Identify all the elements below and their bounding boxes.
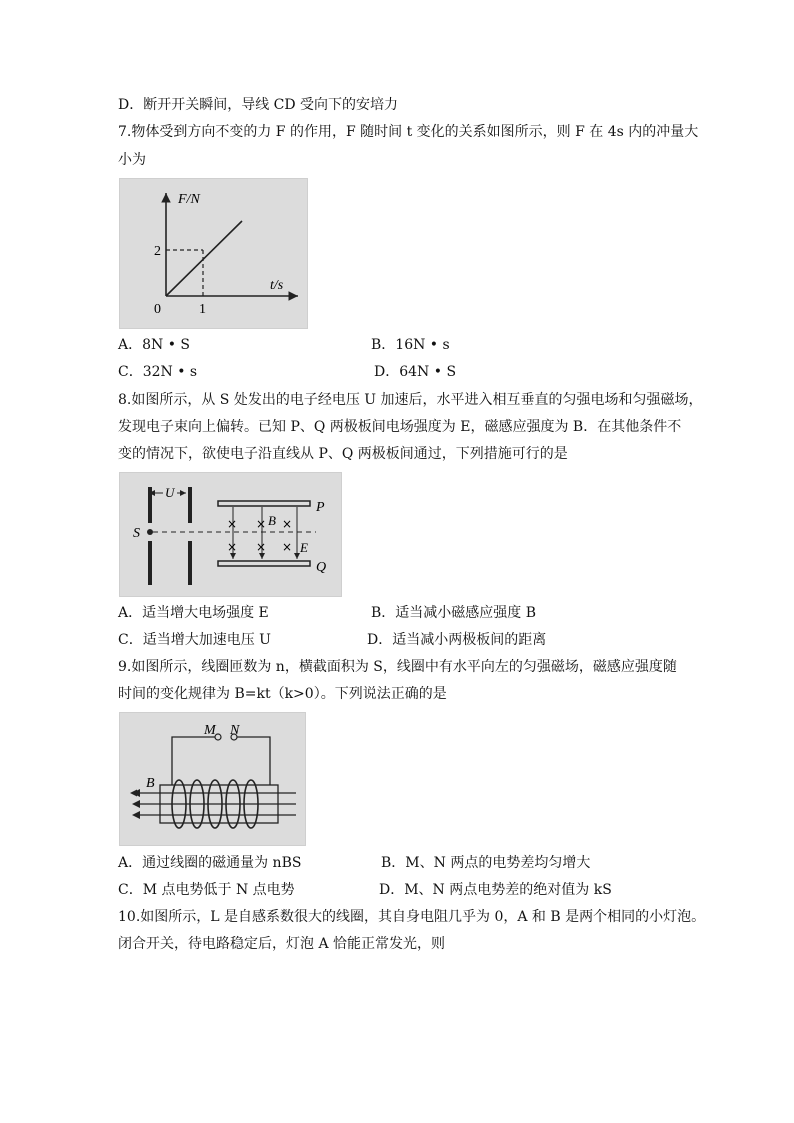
q8-right-plate-top: [188, 487, 192, 523]
q7-option-c: C．32N • s: [118, 364, 198, 380]
q6-option-d: D．断开开关瞬间，导线 CD 受向下的安培力: [118, 97, 399, 113]
q8-left-plate-top: [148, 487, 152, 523]
q7-y-tick-label: 2: [154, 244, 161, 259]
q8-e-label: E: [300, 540, 308, 555]
q7-y-axis-label: F/N: [178, 192, 200, 207]
q9-coil-figure: [119, 712, 306, 846]
q9-b-label: B: [146, 776, 155, 791]
q8-u-label: U: [165, 485, 175, 500]
q8-left-plate-bottom: [148, 541, 152, 585]
q7-x-tick-label: 1: [199, 302, 206, 317]
q7-stem-line1: 7.物体受到方向不变的力 F 的作用，F 随时间 t 变化的关系如图所示，则 F 在 4s 内的冲量大: [118, 124, 699, 140]
q9-option-a: A．通过线圈的磁通量为 nBS: [118, 855, 302, 871]
q8-cross-5: ×: [256, 540, 267, 554]
q7-option-d: D．64N • S: [374, 364, 457, 380]
q9-option-b: B．M、N 两点的电势差均匀增大: [381, 855, 591, 871]
q7-option-a: A．8N • S: [118, 337, 191, 353]
q9-stem-line1: 9.如图所示，线圈匝数为 n，横截面积为 S，线圈中有水平向左的匀强磁场，磁感应强度随: [118, 659, 677, 675]
q8-q-label: Q: [316, 560, 327, 575]
q10-stem-line1: 10.如图所示，L 是自感系数很大的线圈，其自身电阻几乎为 0，A 和 B 是两个相同的小灯泡。: [118, 909, 706, 925]
q7-force-line: [166, 221, 242, 296]
q8-option-a: A．适当增大电场强度 E: [118, 605, 269, 621]
q8-stem-line2: 发现电子束向上偏转。已知 P、Q 两极板间电场强度为 E，磁感应强度为 B．在其他条件不: [118, 419, 682, 435]
q8-option-d: D．适当减小两极板间的距离: [367, 632, 547, 648]
q9-option-d: D．M、N 两点电势差的绝对值为 kS: [379, 882, 612, 898]
q8-p-label: P: [316, 500, 325, 515]
q8-stem-line1: 8.如图所示，从 S 处发出的电子经电压 U 加速后，水平进入相互垂直的匀强电场和匀强磁场，: [118, 392, 703, 408]
q10-stem-line2: 闭合开关，待电路稳定后，灯泡 A 恰能正常发光，则: [118, 936, 446, 952]
q9-arrowhead-1: [132, 789, 140, 797]
q8-source-s: [147, 529, 153, 535]
q8-cross-2: ×: [256, 517, 267, 531]
q8-plate-q: [218, 561, 310, 566]
q9-terminal-m: [215, 734, 221, 740]
q8-cross-4: ×: [227, 540, 238, 554]
q9-arrowhead-3: [132, 811, 140, 819]
q7-stem-line2: 小为: [118, 152, 146, 168]
q9-n-label: N: [230, 723, 240, 738]
q8-right-plate-bottom: [188, 541, 192, 585]
q8-cross-6: ×: [282, 540, 293, 554]
q7-x-axis-label: t/s: [270, 278, 284, 293]
q8-b-label: B: [268, 513, 276, 528]
q8-option-b: B．适当减小磁感应强度 B: [371, 605, 537, 621]
q8-cross-1: ×: [227, 517, 238, 531]
q8-s-label: S: [133, 526, 140, 541]
q8-cross-3: ×: [282, 517, 293, 531]
q7-origin-label: 0: [154, 302, 161, 317]
q9-wire-m: [172, 737, 215, 785]
q9-arrowhead-2: [132, 800, 140, 808]
q8-stem-line3: 变的情况下，欲使电子沿直线从 P、Q 两极板间通过，下列措施可行的是: [118, 446, 568, 462]
q8-plate-p: [218, 501, 310, 506]
q7-option-b: B．16N • s: [371, 337, 450, 353]
q9-m-label: M: [204, 723, 216, 738]
q9-option-c: C．M 点电势低于 N 点电势: [118, 882, 295, 898]
q9-stem-line2: 时间的变化规律为 B=kt（k>0）。下列说法正确的是: [118, 686, 447, 702]
q8-option-c: C．适当增大加速电压 U: [118, 632, 271, 648]
q9-wire-n: [237, 737, 270, 785]
q7-force-time-graph: [119, 178, 308, 329]
q8-velocity-selector-figure: [119, 472, 342, 597]
